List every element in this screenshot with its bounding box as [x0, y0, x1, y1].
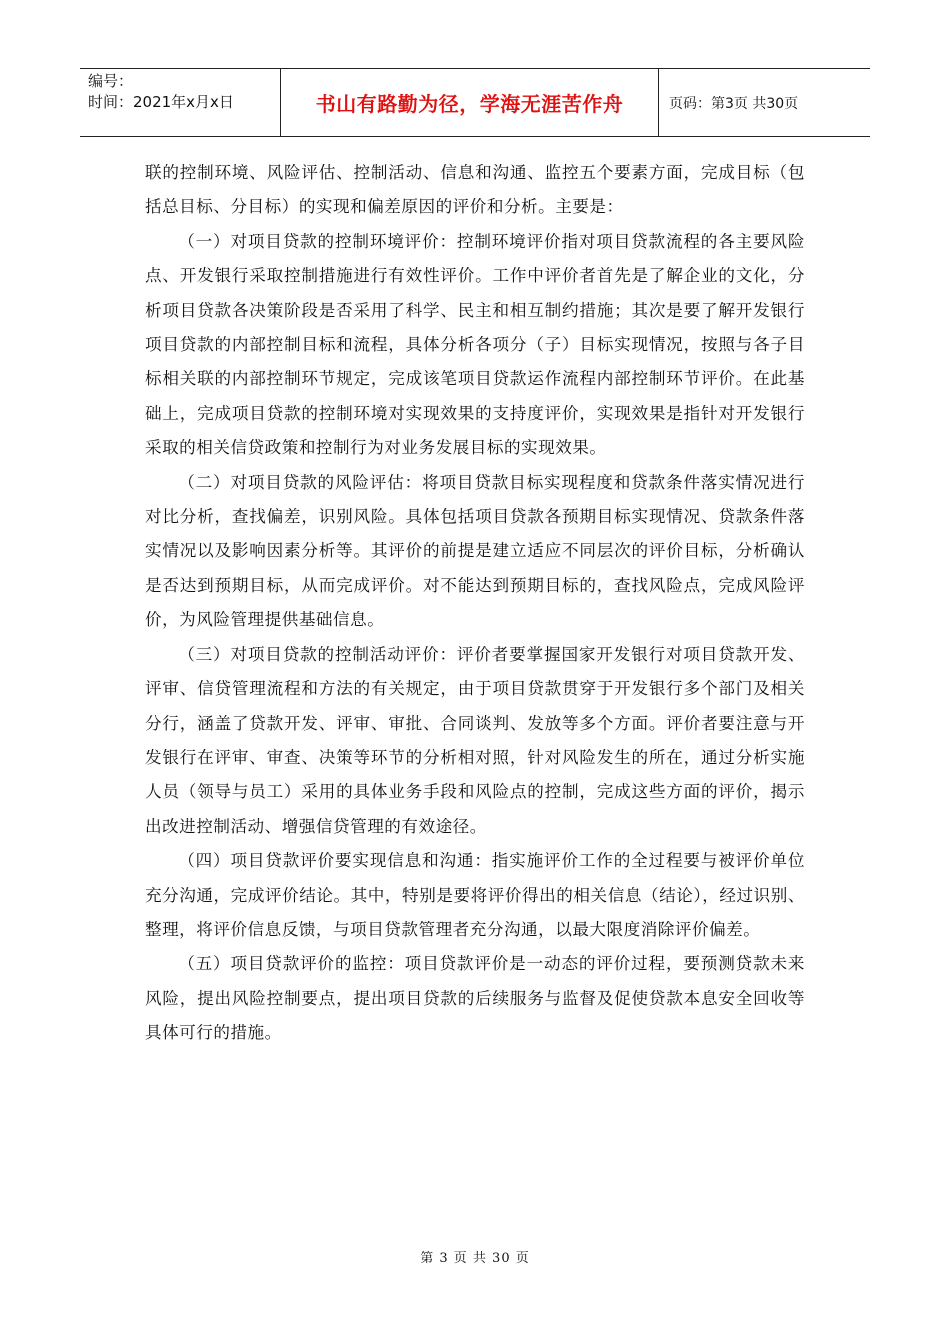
- paragraph-5: （五）项目贷款评价的监控：项目贷款评价是一动态的评价过程，要预测贷款未来风险，提出风险控制要点，提出项目贷款的后续服务与监督及促使贷款本息安全回收等具体可行的措施。: [145, 954, 805, 1043]
- time-label: 时间：2021年x月x日: [88, 93, 234, 111]
- paragraph-4: （四）项目贷款评价要实现信息和沟通：指实施评价工作的全过程要与被评价单位充分沟通，完成评价结论。其中，特别是要将评价得出的相关信息（结论），经过识别、整理，将评价信息反馈，与项目贷款管理者充分沟通，以最大限度消除评价偏差。: [145, 851, 805, 939]
- page-footer: 第 3 页 共 30 页: [420, 1251, 530, 1266]
- document-body: [145, 156, 805, 1051]
- paragraph-2: （二）对项目贷款的风险评估：将项目贷款目标实现程度和贷款条件落实情况进行对比分析，查找偏差，识别风险。具体包括项目贷款各预期目标实现情况、贷款条件落实情况以及影响因素分析等。其评价的前提是建立适应不同层次的评价目标，分析确认是否达到预期目标，从而完成评价。对不能达到预期目标的，查找风险点，完成风险评价，为风险管理提供基础信息。: [145, 472, 805, 630]
- number-label: 编号：: [88, 72, 134, 90]
- paragraph-0: 联的控制环境、风险评估、控制活动、信息和沟通、监控五个要素方面，完成目标（包括总目标、分目标）的实现和偏差原因的评价和分析。主要是：: [145, 163, 805, 217]
- header-motto: 书山有路勤为径，学海无涯苦作舟: [281, 69, 659, 136]
- page-header: [80, 68, 870, 137]
- header-page-label: 页码：第3页 共30页: [669, 95, 799, 112]
- paragraph-3: （三）对项目贷款的控制活动评价：评价者要掌握国家开发银行对项目贷款开发、评审、信贷管理流程和方法的有关规定，由于项目贷款贯穿于开发银行多个部门及相关分行，涵盖了贷款开发、评审、审批、合同谈判、发放等多个方面。评价者要注意与开发银行在评审、审查、决策等环节的分析相对照，针对风险发生的所在，通过分析实施人员（领导与员工）采用的具体业务手段和风险点的控制，完成这些方面的评价，揭示出改进控制活动、增强信贷管理的有效途径。: [145, 644, 805, 836]
- header-info: [80, 69, 281, 136]
- paragraph-1: （一）对项目贷款的控制环境评价：控制环境评价指对项目贷款流程的各主要风险点、开发银行采取控制措施进行有效性评价。工作中评价者首先是了解企业的文化，分析项目贷款各决策阶段是否采用了科学、民主和相互制约措施；其次是要了解开发银行项目贷款的内部控制目标和流程，具体分析各项分（子）目标实现情况，按照与各子目标相关联的内部控制环节规定，完成该笔项目贷款运作流程内部控制环节评价。在此基础上，完成项目贷款的控制环境对实现效果的支持度评价，实现效果是指针对开发银行采取的相关信贷政策和控制行为对业务发展目标的实现效果。: [145, 231, 805, 458]
